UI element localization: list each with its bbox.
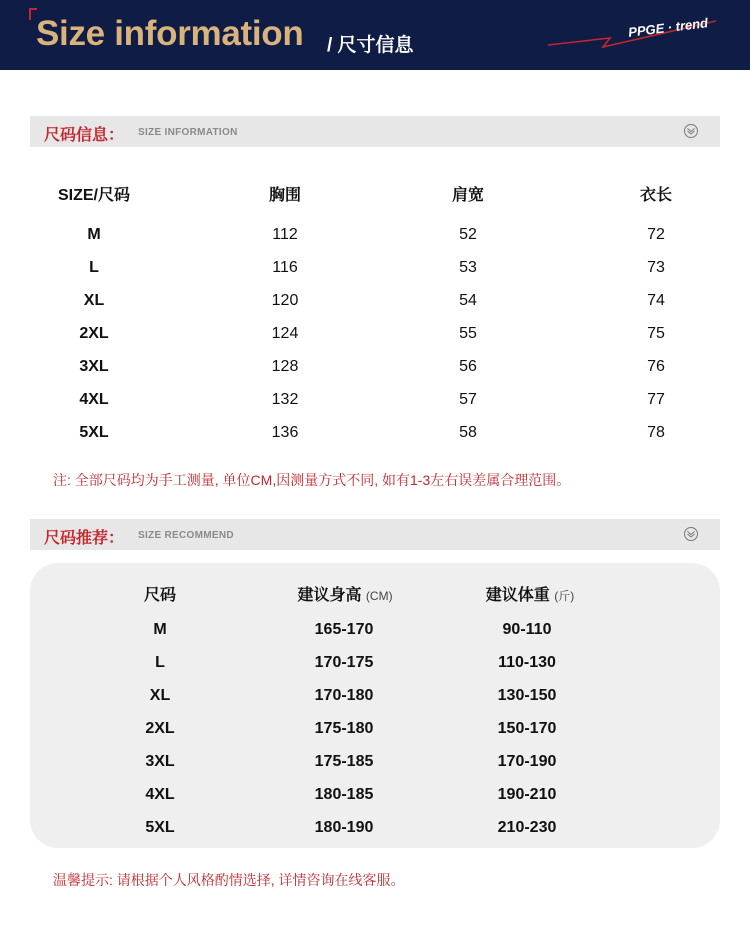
- size-cell: XL: [149, 687, 171, 704]
- height-unit: (CM): [365, 589, 393, 603]
- chevron-down-icon: [684, 124, 698, 138]
- size-cell: L: [89, 259, 99, 276]
- shoulder-cell: 56: [459, 358, 477, 375]
- length-cell: 78: [647, 424, 665, 441]
- shoulder-cell: 55: [459, 325, 477, 342]
- size-recommend-panel: [30, 563, 720, 848]
- column-header-height: [270, 582, 420, 605]
- weight-cell: 90-110: [502, 621, 552, 638]
- size-info-bar: [30, 116, 720, 147]
- brand-logo: PPGE · trend: [627, 15, 709, 40]
- size-cell: 2XL: [145, 720, 175, 737]
- chest-cell: 124: [271, 325, 299, 342]
- size-cell: 5XL: [79, 424, 109, 441]
- shoulder-cell: 52: [459, 226, 477, 243]
- size-info-title-en: SIZE INFORMATION: [138, 127, 238, 138]
- size-cell: M: [153, 621, 167, 638]
- weight-cell: 130-150: [497, 687, 557, 704]
- height-cell: 165-170: [314, 621, 374, 638]
- column-header-length: 衣长: [639, 187, 672, 204]
- height-cell: 175-185: [314, 753, 374, 770]
- column-header-size: SIZE/尺码: [57, 187, 130, 204]
- size-cell: 2XL: [79, 325, 109, 342]
- height-cell: 175-180: [314, 720, 374, 737]
- weight-cell: 170-190: [497, 753, 557, 770]
- chest-cell: 116: [272, 259, 298, 276]
- size-info-title: 尺码信息：: [44, 127, 125, 144]
- size-cell: L: [155, 654, 165, 671]
- column-header-weight: [455, 582, 605, 605]
- size-cell: 4XL: [145, 786, 175, 803]
- chevron-down-icon: [684, 527, 698, 541]
- size-recommend-bar: [30, 519, 720, 550]
- column-header-shoulder: 肩宽: [451, 187, 484, 204]
- height-cell: 170-175: [314, 654, 374, 671]
- size-recommend-title: 尺码推荐：: [44, 530, 125, 547]
- length-cell: 75: [647, 325, 665, 342]
- size-cell: 5XL: [145, 819, 175, 836]
- shoulder-cell: 53: [459, 259, 477, 276]
- shoulder-cell: 54: [459, 292, 477, 309]
- length-cell: 76: [647, 358, 665, 375]
- header-banner: [0, 0, 750, 70]
- weight-cell: 150-170: [497, 720, 557, 737]
- length-cell: 73: [647, 259, 665, 276]
- size-cell: 4XL: [79, 391, 109, 408]
- recommend-tip: 温馨提示: 请根据个人风格酌情选择, 详情咨询在线客服。: [53, 872, 405, 888]
- chest-cell: 128: [271, 358, 299, 375]
- height-header-label: 建议身高: [297, 587, 362, 604]
- height-cell: 170-180: [314, 687, 374, 704]
- length-cell: 74: [647, 292, 665, 309]
- chest-cell: 132: [271, 391, 299, 408]
- page-subtitle: / 尺寸信息: [327, 35, 414, 56]
- shoulder-cell: 58: [459, 424, 477, 441]
- weight-unit: (斤): [554, 589, 575, 603]
- page-title: Size information: [36, 14, 304, 53]
- height-cell: 180-185: [314, 786, 374, 803]
- size-cell: M: [87, 226, 101, 243]
- chest-cell: 120: [271, 292, 299, 309]
- chest-cell: 136: [271, 424, 299, 441]
- weight-header-label: 建议体重: [485, 587, 550, 604]
- size-cell: 3XL: [79, 358, 109, 375]
- length-cell: 72: [647, 226, 665, 243]
- size-cell: 3XL: [145, 753, 175, 770]
- column-header-chest: 胸围: [268, 187, 301, 204]
- column-header-size: 尺码: [143, 587, 176, 604]
- shoulder-cell: 57: [459, 391, 477, 408]
- weight-cell: 210-230: [497, 819, 557, 836]
- weight-cell: 110-130: [498, 654, 556, 671]
- size-cell: XL: [83, 292, 105, 309]
- chest-cell: 112: [272, 226, 298, 243]
- weight-cell: 190-210: [497, 786, 557, 803]
- height-cell: 180-190: [314, 819, 374, 836]
- measurement-note: 注: 全部尺码均为手工测量, 单位CM,因测量方式不同, 如有1-3左右误差属合理范围。: [53, 472, 571, 488]
- size-recommend-title-en: SIZE RECOMMEND: [138, 530, 234, 541]
- length-cell: 77: [647, 391, 665, 408]
